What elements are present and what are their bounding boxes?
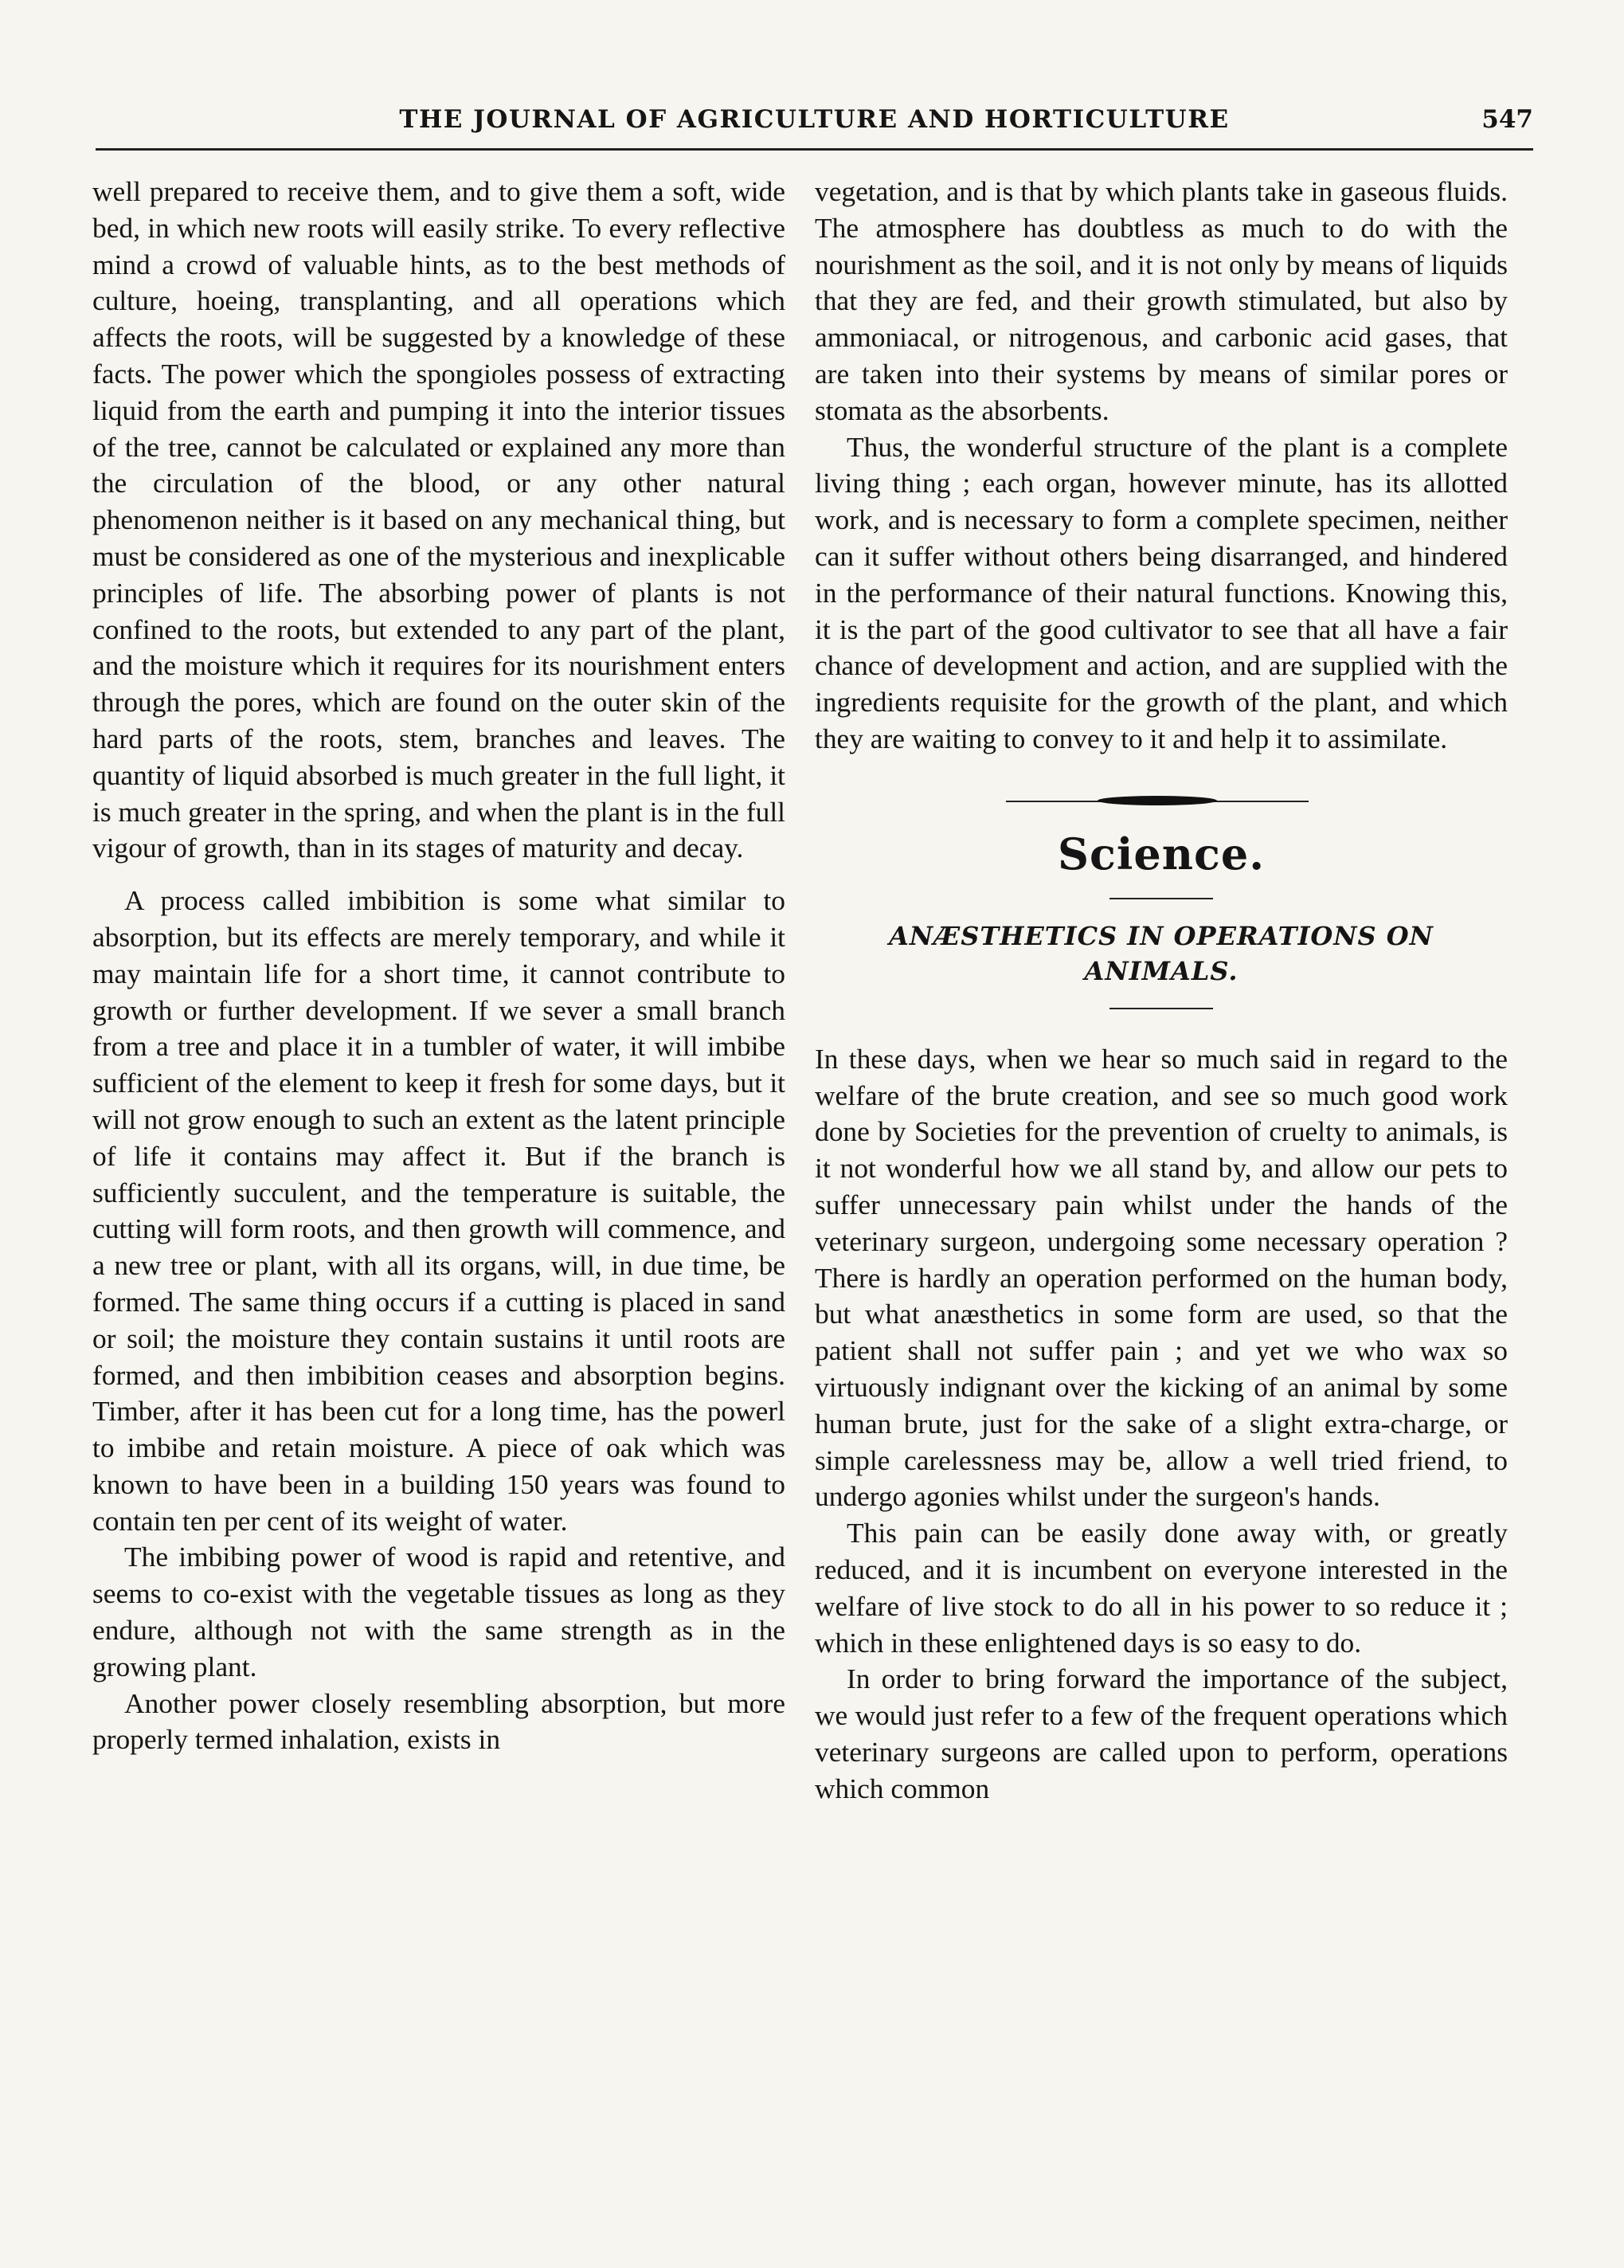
- title-rule: [1109, 1008, 1213, 1009]
- divider-flourish: [1098, 796, 1217, 805]
- paragraph: well prepared to receive them, and to give them a soft, wide bed, in which new roots will easily strike. To every reflective mind a crowd of valuable hints, as to the best methods of culture, hoeing, transplanting, and all operations which affects the roots, will be suggested by a knowledge of these facts. The power which the spongioles possess of extracting liquid from the earth and pumping it into the interior tissues of the tree, cannot be calculated or explained any more than the circulation of the blood, or any other natural phenomenon neither is it based on any mechanical thing, but must be considered as one of the mysterious and inexplicable principles of life. The absorbing power of plants is not confined to the roots, but extended to any part of the plant, and the moisture which it requires for its nourishment enters through the pores, which are found on the outer skin of the hard parts of the roots, stem, branches and leaves. The quantity of liquid absorbed is much greater in the full light, it is much greater in the spring, and when the plant is in the full vigour of growth, than in its stages of maturity and decay.: [92, 175, 785, 864]
- section-divider-ornament: [815, 785, 1508, 817]
- left-column: [92, 174, 785, 1758]
- section-heading: Science.: [1057, 828, 1266, 879]
- right-column: [815, 174, 1508, 1807]
- journal-title: THE JOURNAL OF AGRICULTURE AND HORTICULTURE: [399, 105, 1230, 134]
- paragraph: Thus, the wonderful structure of the plant is a complete living thing ; each organ, however minute, has its allotted work, and is necessary to form a complete specimen, neither can it suffer without others being disarranged, and hindered in the performance of their natural functions. Knowing this, it is the part of the good cultivator to see that all have a fair chance of development and action, and are supplied with the ingredients requisite for the growth of the plant, and which they are waiting to convey to it and help it to assimilate.: [815, 430, 1508, 754]
- page-number: 547: [1481, 105, 1533, 134]
- heading-rule: [1109, 898, 1213, 899]
- article-title: ANÆSTHETICS IN OPERATIONS ON ANIMALS.: [889, 920, 1434, 986]
- paragraph: This pain can be easily done away with, or greatly reduced, and it is incumbent on everyone interested in the welfare of live stock to do all in his power to so reduce it ; which in these enlightened days is so easy to do.: [815, 1517, 1508, 1659]
- paragraph: In these days, when we hear so much said in regard to the welfare of the brute creation, and see so much good work done by Societies for the prevention of cruelty to animals, is it not wonderful how we all stand by, and allow our pets to suffer unnecessary pain whilst under the hands of the veterinary surgeon, undergoing some necessary operation ? There is hardly an operation performed on the human body, but what anæsthetics in some form are used, so that the patient shall not suffer pain ; and yet we who wax so virtuously indignant over the kicking of an animal by some human brute, just for the sake of a slight extra-charge, or simple carelessness may be, allow a well tried friend, to undergo agonies whilst under the surgeon's hands.: [815, 1042, 1508, 1513]
- header-rule: [96, 148, 1533, 151]
- paragraph: Another power closely resembling absorption, but more properly termed inhalation, exists in: [92, 1686, 785, 1756]
- paragraph: The imbibing power of wood is rapid and retentive, and seems to co-exist with the vegetable tissues as long as they endure, although not with the same strength as in the growing plant.: [92, 1541, 785, 1682]
- paragraph: A process called imbibition is some what similar to absorption, but its effects are merely temporary, and while it may maintain life for a short time, it cannot contribute to growth or further development. If we sever a small branch from a tree and place it in a tumbler of water, it will imbibe sufficient of the element to keep it fresh for some days, but it will not grow enough to such an extent as the latent principle of life it contains may affect it. But if the branch is sufficiently succulent, and the temperature is suitable, the cutting will form roots, and then growth will commence, and a new tree or plant, with all its organs, will, in due time, be formed. The same thing occurs if a cutting is placed in sand or soil; the moisture they contain sustains it until roots are formed, and then imbibition ceases and absorption begins. Timber, after it has been cut for a long time, has the powerl to imbibe and retain moisture. A piece of oak which was known to have been in a building 150 years was found to contain ten per cent of its weight of water.: [92, 884, 785, 1537]
- paragraph: In order to bring forward the importance of the subject, we would just refer to a few of the frequent operations which veterinary surgeons are called upon to perform, operations which common: [815, 1663, 1508, 1804]
- running-header: [96, 100, 1533, 148]
- paragraph: vegetation, and is that by which plants take in gaseous fluids. The atmosphere has doubtless as much to do with the nourishment as the soil, and it is not only by means of liquids that they are fed, and their growth stimulated, but also by ammoniacal, or nitrogenous, and carbonic acid gases, that are taken into their systems by means of similar pores or stomata as the absorbents.: [815, 175, 1508, 426]
